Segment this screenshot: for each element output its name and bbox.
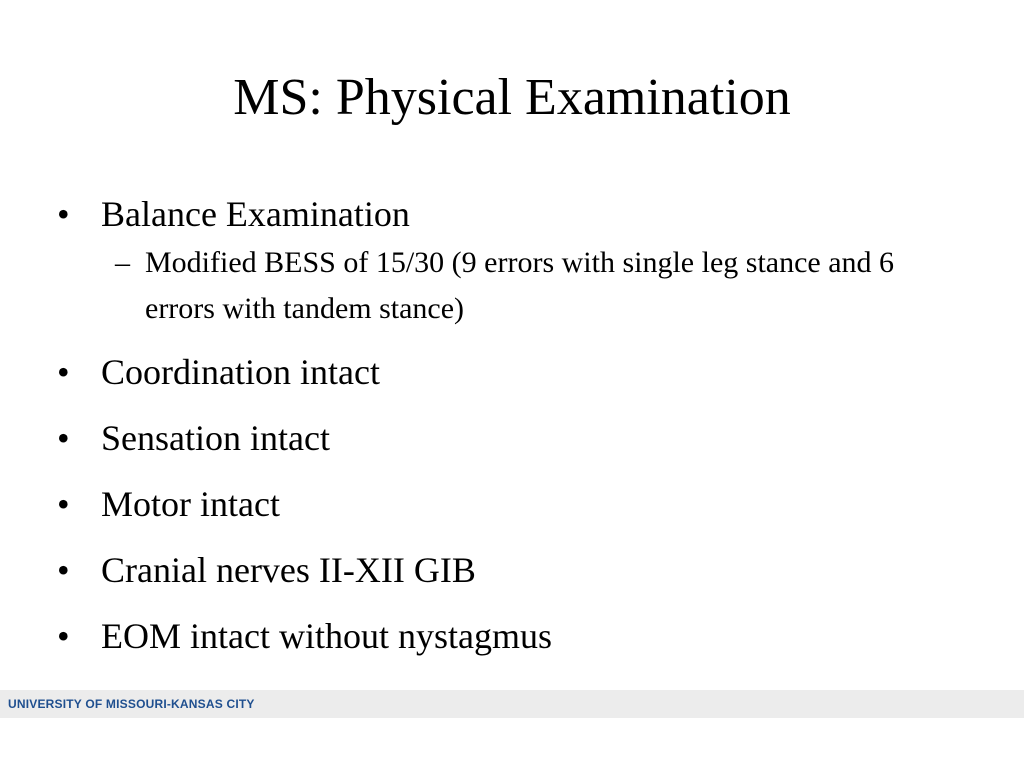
bullet-text: Cranial nerves II-XII GIB — [101, 550, 476, 590]
bullet-icon: • — [57, 352, 70, 392]
sub-bullet-item — [101, 240, 957, 332]
bullet-icon: • — [57, 550, 70, 590]
bullet-item — [57, 610, 957, 662]
bullet-item — [57, 188, 957, 332]
bullet-icon: • — [57, 194, 70, 234]
bullet-text: Motor intact — [101, 484, 280, 524]
university-logo-text: UNIVERSITY OF MISSOURI-KANSAS CITY — [8, 697, 255, 711]
bullet-icon: • — [57, 484, 70, 524]
bullet-item — [57, 544, 957, 596]
bullet-icon: • — [57, 616, 70, 656]
bullet-text: Balance Examination — [101, 194, 410, 234]
bullet-item — [57, 346, 957, 398]
bullet-list — [57, 188, 957, 676]
bullet-item — [57, 412, 957, 464]
bullet-text: Coordination intact — [101, 352, 380, 392]
bullet-item — [57, 478, 957, 530]
footer-band — [0, 690, 1024, 718]
dash-icon: – — [115, 246, 130, 279]
bullet-text: Sensation intact — [101, 418, 330, 458]
sub-bullet-list — [101, 240, 957, 332]
slide-title: MS: Physical Examination — [233, 69, 791, 126]
bullet-text: EOM intact without nystagmus — [101, 616, 552, 656]
bullet-icon: • — [57, 418, 70, 458]
sub-bullet-text: Modified BESS of 15/30 (9 errors with single leg stance and 6 errors with tandem stance) — [145, 246, 895, 325]
